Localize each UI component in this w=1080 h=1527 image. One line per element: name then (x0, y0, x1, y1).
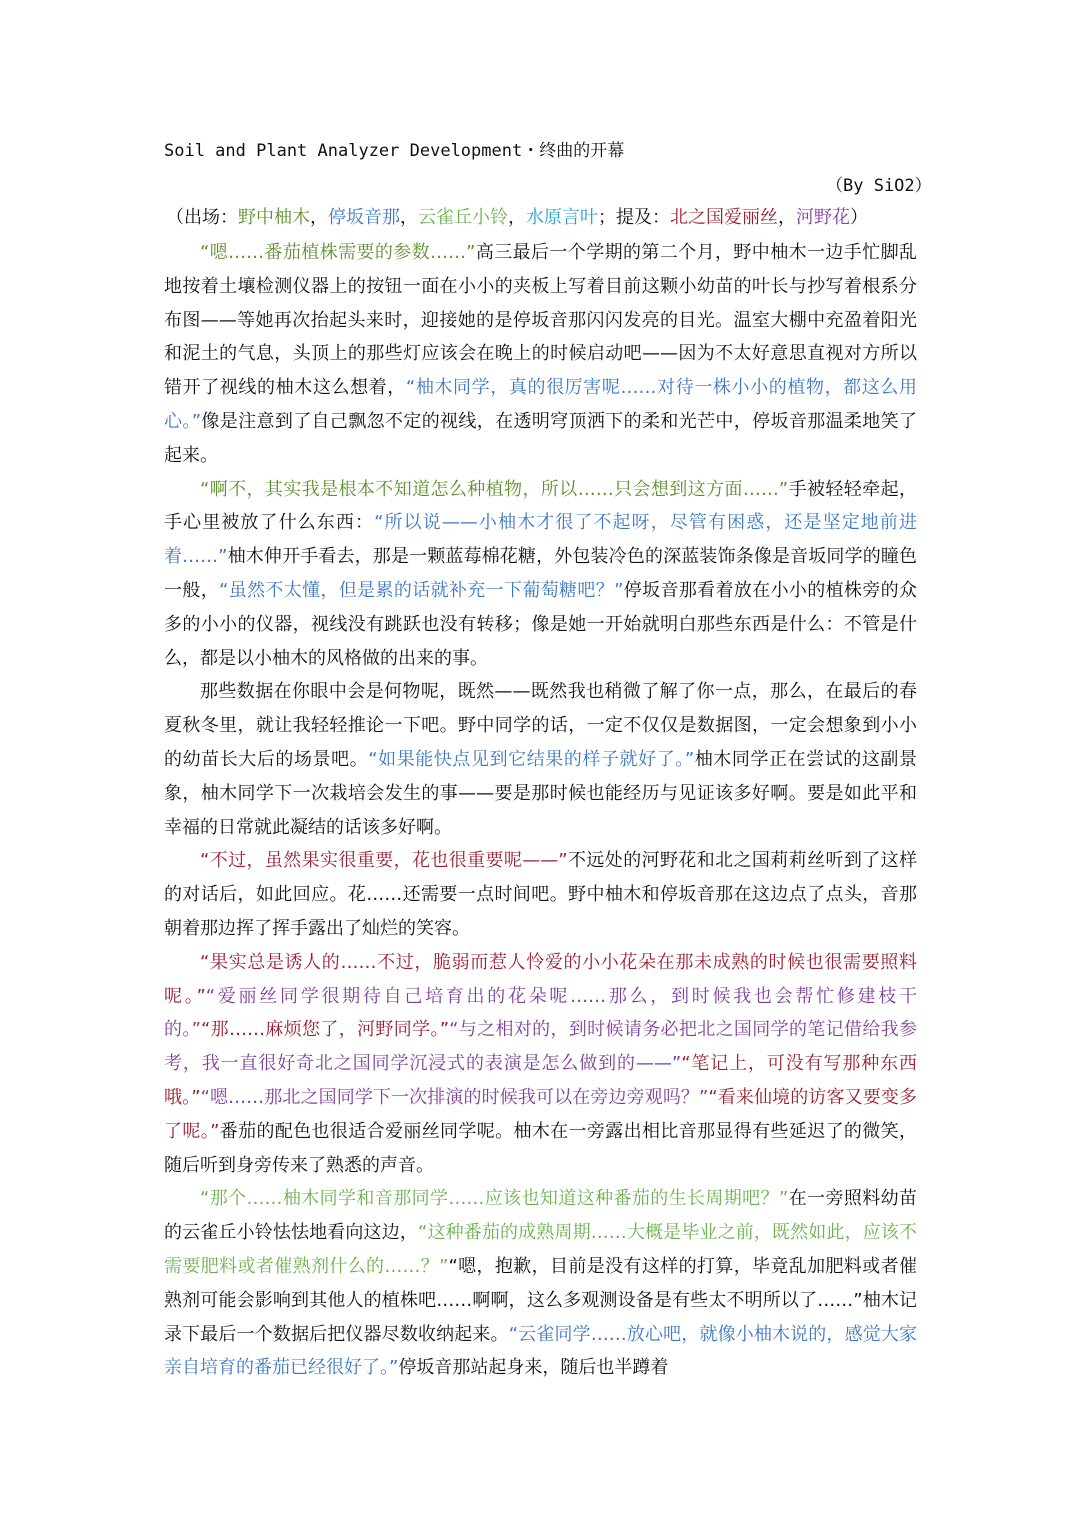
cast-sep: ， (508, 207, 526, 228)
narration-segment: 柚木伸开手看去，那是一颗蓝莓棉花糖，外包装冷色的深蓝装饰条像是音坂同学的瞳色一般， (164, 546, 918, 601)
dialogue-segment: “不过，虽然果实很重要，花也很重要呢——” (200, 850, 568, 872)
narration-segment: 在一旁照料幼苗的云雀丘小铃怯怯地看向这边， (164, 1188, 917, 1244)
story-paragraph (164, 1182, 917, 1385)
cast-sep: ， (778, 207, 796, 228)
narration-segment: 不远处的河野花和北之国莉莉丝听到了这样的对话后，如此回应。花……还需要一点时间吧。野中柚木和停坂音那在这边点了点头，音那朝着那边挥了挥手露出了灿烂的笑容。 (164, 850, 918, 939)
story-paragraph (164, 946, 917, 1183)
cast-name-yuzuki: 野中柚木 (238, 207, 310, 228)
narration-segment: 那些数据在你眼中会是何物呢，既然——既然我也稍微了解了你一点，那么，在最后的春夏秋冬里，就让我轻轻推论一下吧。野中同学的话，一定不仅仅是数据图，一定会想象到小小的幼苗长大后的场景吧。 (164, 681, 917, 770)
cast-name-otoha: 停坂音那 (328, 207, 400, 228)
story-body (164, 236, 917, 1385)
dialogue-segment: “啊不，其实我是根本不知道怎么种植物，所以……只会想到这方面……” (200, 478, 789, 500)
narration-segment: 手被轻轻牵起，手心里被放了什么东西： (164, 478, 917, 534)
story-paragraph (164, 236, 917, 473)
dialogue-segment: “如果能快点见到它结果的样子就好了。” (368, 748, 695, 770)
cast-mention-label: ；提及： (598, 207, 670, 228)
cast-open: （出场： (166, 207, 238, 228)
dialogue-segment: “柚木同学，真的很厉害呢……对待一株小小的植物，都这么用心。” (164, 377, 917, 432)
story-paragraph (164, 473, 917, 676)
narration-segment: 停坂音那看着放在小小的植株旁的众多的小小的仪器，视线没有跳跃也没有转移；像是她一开始就明白那些东西是什么：不管是什么，都是以小柚木的风格做的出来的事。 (164, 579, 918, 669)
cast-name-kotoha: 水原言叶 (526, 207, 598, 228)
dialogue-segment: “嗯……那北之国同学下一次排演的时候我可以在旁边旁观吗？” (200, 1086, 709, 1108)
dialogue-segment: “那……麻烦您了，河野同学。” (201, 1019, 450, 1041)
dialogue-segment: “与之相对的，到时候请务必把北之国同学的笔记借给我参考，我一直很好奇北之国同学沉浸式的表演是怎么做到的——” (164, 1019, 918, 1075)
cast-name-hana: 河野花 (796, 207, 850, 228)
dialogue-segment: “嗯……番茄植株需要的参数……” (200, 242, 476, 263)
dialogue-segment: “爱丽丝同学很期待自己培育出的花朵呢……那么，到时候我也会帮忙修建枝干的。” (164, 985, 917, 1041)
narration-segment: 高三最后一个学期的第二个月，野中柚木一边手忙脚乱地按着土壤检测仪器上的按钮一面在小小的夹板上写着目前这颗小幼苗的叶长与抄写着根系分布图——等她再次抬起头来时，迎接她的是停坂音那闪闪发亮的目光。温室大棚中充盈着阳光和泥土的气息，头顶上的那些灯应该会在晚上的时候启动吧——因为不太好意思直视对方所以错开了视线的柚木这么想着， (164, 242, 917, 399)
narration-segment: 番茄的配色也很适合爱丽丝同学呢。柚木在一旁露出相比音那显得有些延迟了的微笑，随后听到身旁传来了熟悉的声音。 (164, 1120, 918, 1176)
dialogue-segment: “看来仙境的访客又要变多了呢。” (164, 1086, 917, 1142)
dialogue-segment: “笔记上，可没有写那种东西哦。” (164, 1053, 918, 1108)
author-byline: （By SiO2） (826, 176, 932, 196)
dialogue-segment: “虽然不太懂，但是累的话就补充一下葡萄糖吧？” (219, 579, 624, 601)
narration-segment: “嗯，抱歉，目前是没有这样的打算，毕竟乱加肥料或者催熟剂可能会影响到其他人的植株吧……啊啊，这么多观测设备是有些太不明所以了……” (164, 1255, 918, 1311)
dialogue-segment: “这种番茄的成熟周期……大概是毕业之前，既然如此，应该不需要肥料或者催熟剂什么的……？” (164, 1222, 917, 1277)
document-title: Soil and Plant Analyzer Development・终曲的开幕 (164, 141, 625, 161)
cast-close: ） (850, 207, 868, 228)
narration-segment: 像是注意到了自己飘忽不定的视线，在透明穹顶洒下的柔和光芒中，停坂音那温柔地笑了起来。 (164, 410, 917, 466)
cast-name-suzu: 云雀丘小铃 (418, 207, 508, 228)
dialogue-segment: “所以说——小柚木才很了不起呀，尽管有困惑，还是坚定地前进着……” (164, 512, 917, 568)
story-paragraph (164, 675, 917, 844)
cast-sep: ， (400, 207, 418, 228)
dialogue-segment: “果实总是诱人的……不过，脆弱而惹人怜爱的小小花朵在那未成熟的时候也很需要照料呢。” (164, 951, 917, 1007)
dialogue-segment: “那个……柚木同学和音那同学……应该也知道这种番茄的生长周期吧？” (200, 1188, 789, 1210)
cast-name-alice: 北之国爱丽丝 (670, 207, 778, 228)
narration-segment: 停坂音那站起身来，随后也半蹲着 (398, 1357, 669, 1379)
story-paragraph (164, 844, 917, 945)
cast-line (166, 203, 868, 229)
dialogue-segment: “云雀同学……放心吧，就像小柚木说的，感觉大家亲自培育的番茄已经很好了。” (164, 1323, 918, 1379)
narration-segment: 柚木同学正在尝试的这副景象，柚木同学下一次栽培会发生的事——要是那时候也能经历与见证该多好啊。要是如此平和幸福的日常就此凝结的话该多好啊。 (164, 748, 918, 838)
narration-segment: 柚木记录下最后一个数据后把仪器尽数收纳起来。 (164, 1289, 917, 1345)
cast-sep: ， (310, 207, 328, 228)
